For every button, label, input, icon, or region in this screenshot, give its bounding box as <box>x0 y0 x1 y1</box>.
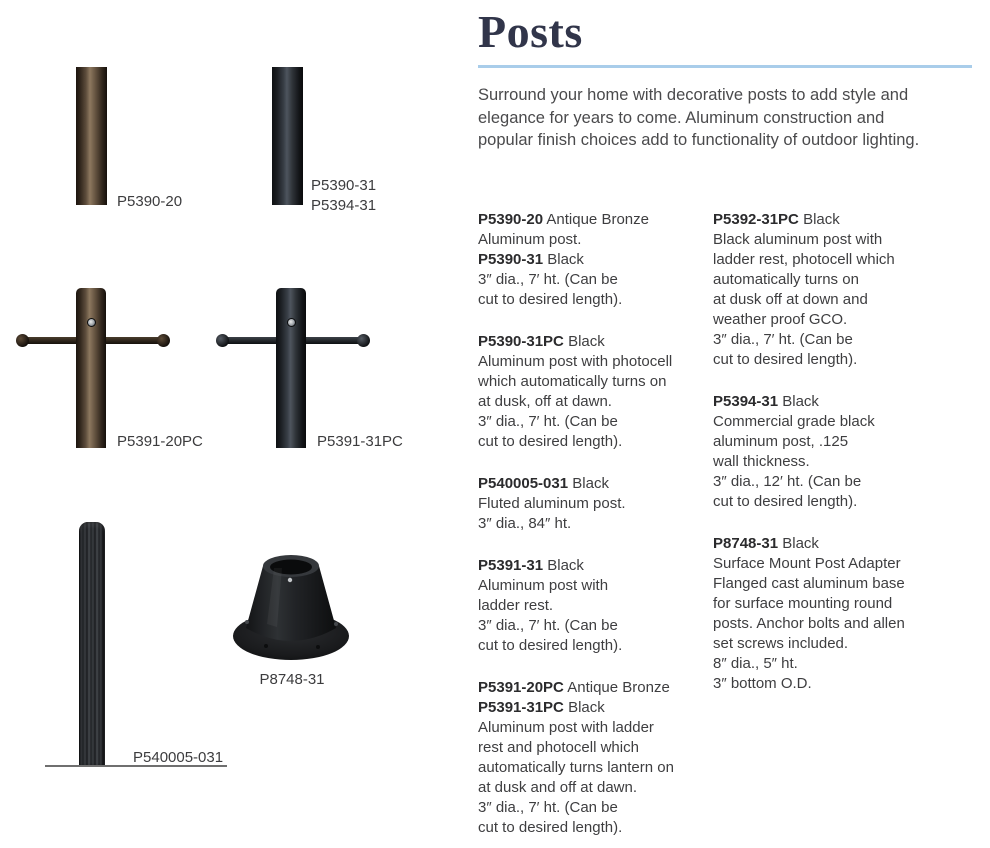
product-text-line <box>713 534 990 554</box>
product-description-text: cut to desired length). <box>478 819 623 836</box>
product-text-line <box>478 432 710 452</box>
product-description-text: ladder rest, photocell which <box>713 251 895 268</box>
product-text-line <box>478 494 710 514</box>
product-code: P5390-20 <box>478 211 544 228</box>
product-text-line <box>713 310 990 330</box>
product-text-line <box>478 818 710 838</box>
product-text-line <box>713 210 990 230</box>
product-text-line <box>713 654 990 674</box>
product-text-line <box>478 230 710 250</box>
photocell-dot <box>287 318 296 327</box>
product-description-text: 3″ bottom O.D. <box>713 675 812 692</box>
surface-mount-adapter-illustration <box>230 552 354 664</box>
product-text-line <box>478 758 710 778</box>
product-description-text: cut to desired length). <box>713 351 858 368</box>
product-description-text: cut to desired length). <box>713 493 858 510</box>
product-code: P540005-031 <box>478 475 569 492</box>
product-text-line <box>713 250 990 270</box>
product-code: P5390-31 <box>478 251 544 268</box>
straight-post-black-illustration <box>272 67 303 205</box>
product-description-text: automatically turns on <box>713 271 859 288</box>
product-description-text: rest and photocell which <box>478 739 639 756</box>
product-text-line <box>478 576 710 596</box>
product-text-line <box>713 452 990 472</box>
product-description-text: cut to desired length). <box>478 637 623 654</box>
product-description-text: 3″ dia., 7′ ht. (Can be <box>478 799 618 816</box>
figure-label-p5390-31: P5390-31 <box>311 177 377 194</box>
product-entry-p5390-31pc <box>478 332 710 452</box>
product-description-text: Aluminum post with ladder <box>478 719 654 736</box>
product-description-text: Black <box>798 211 840 228</box>
product-description-text: ladder rest. <box>478 597 554 614</box>
product-entry-p5394-31 <box>713 392 990 512</box>
product-description-text: Black <box>543 557 584 574</box>
product-description-text: 3″ dia., 7′ ht. (Can be <box>713 331 853 348</box>
product-text-line <box>478 290 710 310</box>
product-text-line <box>713 412 990 432</box>
figure-label-p5394-31: P5394-31 <box>311 197 377 214</box>
product-description-text: which automatically turns on <box>478 373 667 390</box>
product-text-line <box>478 678 710 698</box>
fluted-post-illustration <box>79 522 105 767</box>
page-title: Posts <box>478 6 583 57</box>
ladder-post-black-illustration <box>216 288 370 448</box>
product-description-text: 3″ dia., 7′ ht. (Can be <box>478 271 618 288</box>
product-description-text: posts. Anchor bolts and allen <box>713 615 905 632</box>
product-description-text: cut to desired length). <box>478 291 623 308</box>
product-text-line <box>478 210 710 230</box>
product-description-text: Surface Mount Post Adapter <box>713 555 901 572</box>
figure-label-p5391-20pc: P5391-20PC <box>117 433 203 450</box>
product-text-line <box>478 372 710 392</box>
product-text-line <box>713 350 990 370</box>
product-description-text: at dusk, off at dawn. <box>478 393 612 410</box>
product-text-line <box>713 330 990 350</box>
product-text-line <box>478 698 710 718</box>
ladder-post-bronze-illustration <box>16 288 170 448</box>
product-description-text: Black <box>563 699 605 716</box>
product-description-text: Black <box>543 251 584 268</box>
product-descriptions-column-1 <box>478 210 710 848</box>
product-entry-p5392-31pc <box>713 210 990 370</box>
product-description-text: 8″ dia., 5″ ht. <box>713 655 798 672</box>
product-description-text: at dusk and off at dawn. <box>478 779 638 796</box>
product-text-line <box>713 614 990 634</box>
product-text-line <box>478 556 710 576</box>
post-shaft <box>76 288 106 448</box>
post-shaft <box>276 288 306 448</box>
product-code: P8748-31 <box>713 535 779 552</box>
ladder-rest-ball-end <box>16 334 29 347</box>
product-description-text: automatically turns lantern on <box>478 759 674 776</box>
product-code: P5391-31 <box>478 557 544 574</box>
product-text-line <box>713 594 990 614</box>
product-descriptions-column-2 <box>713 210 990 716</box>
product-text-line <box>713 392 990 412</box>
product-text-line <box>478 738 710 758</box>
product-entry-p8748-31 <box>713 534 990 694</box>
straight-post-bronze-illustration <box>76 67 107 205</box>
product-text-line <box>478 596 710 616</box>
product-code: P5394-31 <box>713 393 779 410</box>
product-entry-p540005-031 <box>478 474 710 534</box>
product-description-text: 3″ dia., 12′ ht. (Can be <box>713 473 862 490</box>
product-text-line <box>713 270 990 290</box>
product-description-text: Black <box>563 333 605 350</box>
product-text-line <box>478 270 710 290</box>
product-description-text: 3″ dia., 7′ ht. (Can be <box>478 617 618 634</box>
product-text-line <box>478 798 710 818</box>
product-description-text: weather proof GCO. <box>713 311 848 328</box>
product-description-text: for surface mounting round <box>713 595 893 612</box>
ladder-rest-ball-end <box>216 334 229 347</box>
product-text-line <box>713 432 990 452</box>
product-text-line <box>478 636 710 656</box>
product-description-text: set screws included. <box>713 635 849 652</box>
photocell-dot <box>87 318 96 327</box>
product-description-text: cut to desired length). <box>478 433 623 450</box>
product-description-text: 3″ dia., 84″ ht. <box>478 515 572 532</box>
product-text-line <box>478 514 710 534</box>
ladder-rest-ball-end <box>357 334 370 347</box>
product-description-text: Fluted aluminum post. <box>478 495 626 512</box>
product-text-line <box>713 554 990 574</box>
product-text-line <box>478 616 710 636</box>
product-description-text: wall thickness. <box>713 453 810 470</box>
product-text-line <box>478 250 710 270</box>
product-text-line <box>713 634 990 654</box>
product-entry-p5391-31 <box>478 556 710 656</box>
product-text-line <box>713 674 990 694</box>
product-text-line <box>713 230 990 250</box>
product-description-text: aluminum post, .125 <box>713 433 849 450</box>
figure-label-p8748-31: P8748-31 <box>259 671 325 688</box>
ladder-rest-ball-end <box>157 334 170 347</box>
accent-divider-rule <box>478 65 972 68</box>
product-text-line <box>713 290 990 310</box>
product-description-text: at dusk off at down and <box>713 291 868 308</box>
product-text-line <box>713 492 990 512</box>
figure-label-p540005-031: P540005-031 <box>133 749 224 766</box>
product-text-line <box>713 574 990 594</box>
product-text-line <box>478 474 710 494</box>
product-description-text: Antique Bronze <box>563 679 670 696</box>
product-text-line <box>478 778 710 798</box>
product-text-line <box>478 332 710 352</box>
product-description-text: Antique Bronze <box>543 211 649 228</box>
figure-label-p5391-31pc: P5391-31PC <box>317 433 403 450</box>
product-description-text: Aluminum post with photocell <box>478 353 673 370</box>
product-description-text: Aluminum post with <box>478 577 609 594</box>
product-text-line <box>478 718 710 738</box>
product-entry-p5390-20 <box>478 210 710 310</box>
product-description-text: Black <box>778 535 819 552</box>
product-text-line <box>713 472 990 492</box>
product-text-line <box>478 352 710 372</box>
product-code: P5391-31PC <box>478 699 564 716</box>
product-description-text: Black aluminum post with <box>713 231 883 248</box>
product-code: P5391-20PC <box>478 679 564 696</box>
product-description-text: Aluminum post. <box>478 231 582 248</box>
product-text-line <box>478 392 710 412</box>
product-description-text: 3″ dia., 7′ ht. (Can be <box>478 413 618 430</box>
product-code: P5390-31PC <box>478 333 564 350</box>
intro-paragraph: Surround your home with decorative posts to add style and elegance for years to come. Aluminum construction and popular finish choices add to functionality of outdoor lighting. <box>478 86 920 149</box>
product-description-text: Black <box>568 475 609 492</box>
product-text-line <box>478 412 710 432</box>
product-description-text: Flanged cast aluminum base <box>713 575 905 592</box>
figure-label-p5390-20: P5390-20 <box>117 193 183 210</box>
product-description-text: Black <box>778 393 819 410</box>
product-description-text: Commercial grade black <box>713 413 875 430</box>
product-code: P5392-31PC <box>713 211 799 228</box>
product-entry-p5391-20pc <box>478 678 710 838</box>
